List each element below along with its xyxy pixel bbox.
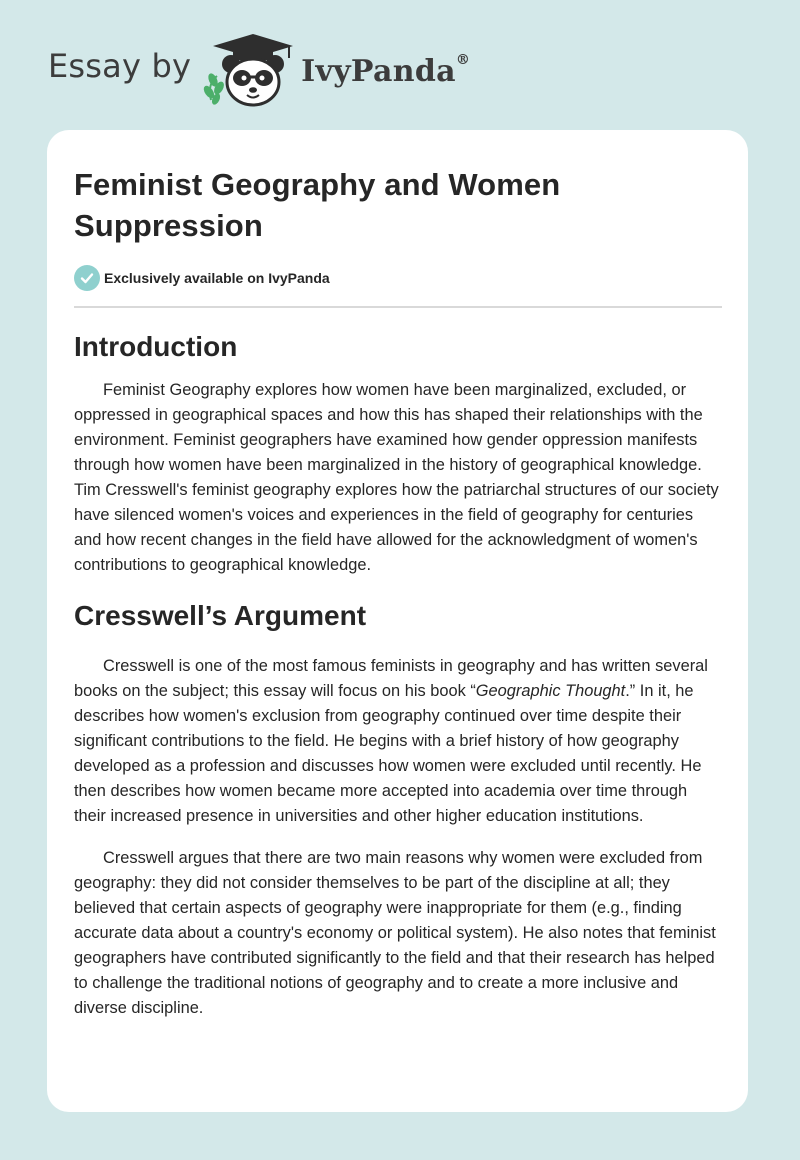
- section-heading-argument: Cresswell’s Argument: [74, 600, 367, 631]
- section-heading-introduction: Introduction: [74, 331, 238, 362]
- divider: [74, 306, 722, 308]
- exclusive-badge: [74, 264, 722, 292]
- badge-label: Exclusively available on IvyPanda: [104, 270, 330, 286]
- essay-title: Feminist Geography and Women Suppression: [74, 167, 561, 243]
- paragraph: Cresswell argues that there are two main reasons why women were excluded from geography: they did not consider themselves to be part of the discipline at all; they believed that certain aspects of geography were inappropriate for them (e.g., finding accurate data about a country's economy or political system). He also notes that feminist geographers have contributed significantly to the field and that their research has helped to challenge the traditional notions of geography and to create a more inclusive and diverse discipline.: [74, 849, 716, 1017]
- paragraph: Feminist Geography explores how women have been marginalized, excluded, or oppressed in geographical spaces and how this has shaped their relationships with the environment. Feminist geographers have examined how gender oppression manifests through how women have been marginalized in the history of geographical knowledge. Tim Cresswell's feminist geography explores how the patriarchal structures of our society have silenced women's voices and experiences in the field of geography for centuries and how recent changes in the field have allowed for the acknowledgment of women's contributions to geographical knowledge.: [74, 381, 719, 574]
- panda-logo-icon: [203, 28, 295, 108]
- site-header: [48, 28, 470, 108]
- essay-card: [47, 130, 748, 1112]
- check-icon: [74, 265, 100, 291]
- brand-name: IvyPanda®: [301, 51, 471, 89]
- essay-by-label: Essay by: [48, 47, 192, 85]
- paragraph: Cresswell is one of the most famous feminists in geography and has written several books on the subject; this essay will focus on his book “Geographic Thought.” In it, he describes how women's exclusion from geography continued over time despite their significant contributions to the field. He begins with a brief history of how geography developed as a profession and discusses how women were excluded until recently. He then describes how women became more accepted into academia over time through their increased presence in universities and other higher education institutions.: [74, 657, 708, 825]
- book-title: Geographic Thought: [475, 682, 626, 700]
